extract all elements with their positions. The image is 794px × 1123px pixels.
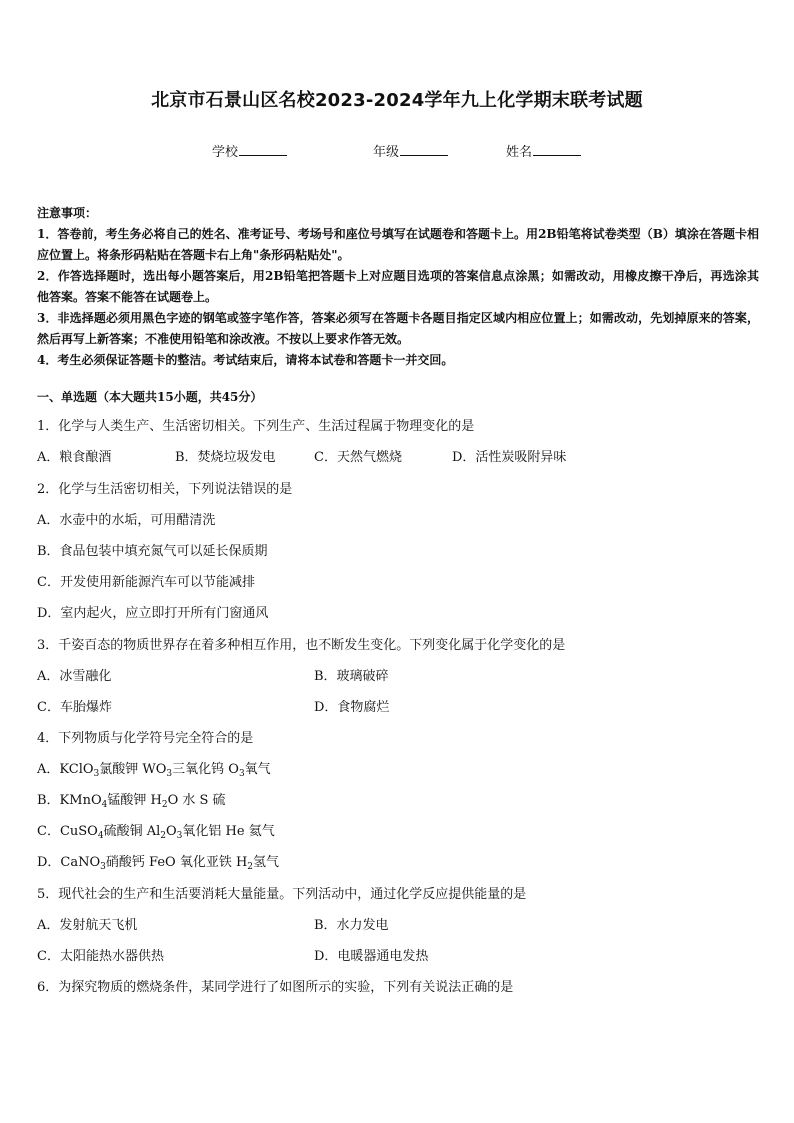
notice-heading: 注意事项： (37, 206, 98, 220)
grade-blank[interactable] (400, 141, 448, 156)
name-field[interactable] (506, 141, 581, 160)
question-stem: 4．下列物质与化学符号完全符合的是 (37, 731, 254, 746)
question-stem: 6．为探究物质的燃烧条件，某同学进行了如图所示的实验，下列有关说法正确的是 (37, 980, 514, 995)
option-c: C．开发使用新能源汽车可以节能减排 (37, 575, 255, 590)
page-title: 北京市石景山区名校2023-2024学年九上化学期末联考试题 (151, 90, 643, 111)
grade-label: 年级 (373, 145, 400, 160)
section-heading: 一、单选题（本大题共15小题，共45分） (37, 390, 263, 404)
option-b: B．玻璃破碎 (314, 669, 389, 684)
question-stem: 1．化学与人类生产、生活密切相关。下列生产、生活过程属于物理变化的是 (37, 419, 475, 434)
option-a: A．冰雪融化 (37, 669, 112, 684)
school-label: 学校 (212, 145, 239, 160)
option-a: A．水壶中的水垢，可用醋清洗 (37, 513, 216, 528)
option-d: D．活性炭吸附异味 (452, 450, 567, 465)
name-label: 姓名 (506, 145, 533, 160)
option-d: D．室内起火，应立即打开所有门窗通风 (37, 606, 269, 621)
notice-item: 2．作答选择题时，选出每小题答案后，用2B铅笔把答题卡上对应题目选项的答案信息点涂黑；如需改动，用橡皮擦干净后，再选涂其他答案。答案不能答在试题卷上。 (37, 269, 759, 304)
option-d: D．电暖器通电发热 (314, 949, 429, 964)
question-stem: 2．化学与生活密切相关，下列说法错误的是 (37, 482, 293, 497)
option-d: D．食物腐烂 (314, 700, 390, 715)
notice-item: 4．考生必须保证答题卡的整洁。考试结束后，请将本试卷和答题卡一并交回。 (37, 353, 454, 367)
school-field[interactable] (212, 141, 287, 160)
option-c: C．天然气燃烧 (314, 450, 402, 465)
option-c: C．太阳能热水器供热 (37, 949, 164, 964)
notice-block (37, 203, 759, 371)
option-a: A．粮食酿酒 (37, 450, 112, 465)
notice-item: 1．答卷前，考生务必将自己的姓名、准考证号、考场号和座位号填写在试题卷和答题卡上。用2B铅笔将试卷类型（B）填涂在答题卡相应位置上。将条形码粘贴在答题卡右上角"条形码粘贴处"。 (37, 227, 759, 262)
option-b: B．KMnO$_4$锰酸钾 $H_2O$ 水 S 硫 (37, 793, 226, 810)
question-stem: 3．千姿百态的物质世界存在着多种相互作用，也不断发生变化。下列变化属于化学变化的是 (37, 638, 566, 653)
option-a: A．KClO$_3$氯酸钾 $WO_3$三氧化钨 $O_3$氧气 (37, 762, 271, 779)
option-b: B．焚烧垃圾发电 (175, 450, 276, 465)
option-b: B．食品包装中填充氮气可以延长保质期 (37, 544, 268, 559)
name-blank[interactable] (533, 141, 581, 156)
grade-field[interactable] (373, 141, 448, 160)
notice-item: 3．非选择题必须用黑色字迹的钢笔或签字笔作答，答案必须写在答题卡各题目指定区域内相应位置上；如需改动，先划掉原来的答案，然后再写上新答案；不准使用铅笔和涂改液。不按以上要求作答无效。 (37, 311, 759, 346)
option-d: D．CaNO$_3$硝酸钙 FeO 氧化亚铁 $H_2$氢气 (37, 855, 280, 872)
school-blank[interactable] (239, 141, 287, 156)
option-c: C．CuSO$_4$硫酸铜 $Al_2O_3$氧化铝 He 氦气 (37, 824, 275, 841)
option-c: C．车胎爆炸 (37, 700, 112, 715)
option-b: B．水力发电 (314, 918, 389, 933)
option-a: A．发射航天飞机 (37, 918, 138, 933)
question-stem: 5．现代社会的生产和生活要消耗大量能量。下列活动中，通过化学反应提供能量的是 (37, 887, 527, 902)
